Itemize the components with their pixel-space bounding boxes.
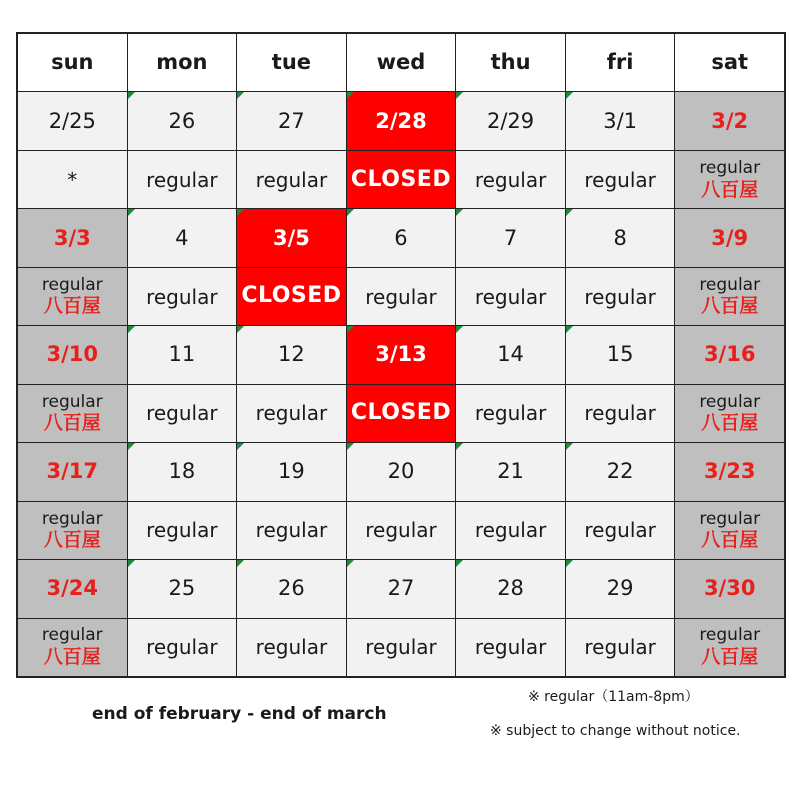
- status-label: regular: [146, 635, 218, 660]
- date-cell: [456, 560, 565, 617]
- shop-label: 八百屋: [43, 295, 101, 318]
- day-header-label: wed: [376, 50, 426, 75]
- schedule-calendar: [16, 32, 786, 678]
- status-label: regular: [255, 167, 328, 192]
- day-header-label: sun: [51, 50, 94, 75]
- date-label: 3/13: [375, 342, 427, 367]
- day-header-tue: [237, 34, 346, 91]
- shop-label: 八百屋: [43, 412, 101, 435]
- date-label: 3/9: [711, 225, 749, 250]
- shop-label: 八百屋: [701, 412, 759, 435]
- status-cell: [456, 385, 565, 442]
- date-cell: [237, 209, 346, 266]
- date-cell: [566, 560, 675, 617]
- status-cell: [566, 385, 675, 442]
- date-label: 27: [387, 576, 415, 601]
- status-label: regular: [584, 167, 656, 192]
- date-label: 7: [503, 225, 518, 250]
- day-header-thu: [456, 34, 565, 91]
- status-label: regular: [255, 635, 328, 660]
- status-cell: [456, 151, 565, 208]
- status-cell: [566, 502, 675, 559]
- date-label: 22: [606, 459, 634, 484]
- date-cell: [18, 443, 127, 500]
- status-cell: [128, 385, 237, 442]
- status-label: regular: [699, 508, 761, 529]
- date-label: 3/24: [46, 576, 99, 601]
- status-label: regular: [474, 167, 547, 192]
- status-cell: [18, 268, 127, 325]
- calendar-title: end of february - end of march: [92, 704, 387, 724]
- date-label: 25: [168, 576, 196, 601]
- date-label: 3/10: [46, 342, 99, 367]
- status-cell: [237, 151, 346, 208]
- status-label: regular: [365, 518, 437, 543]
- day-header-label: thu: [490, 50, 531, 75]
- date-cell: [237, 560, 346, 617]
- status-cell: [18, 502, 127, 559]
- status-cell: [18, 619, 127, 676]
- date-label: 3/17: [46, 459, 99, 484]
- date-label: 26: [168, 108, 196, 133]
- date-cell: [456, 92, 565, 149]
- date-cell: [347, 92, 456, 149]
- date-label: 2/25: [48, 108, 96, 133]
- day-header-label: fri: [606, 50, 634, 75]
- date-label: 27: [278, 108, 305, 133]
- day-header-sun: [18, 34, 127, 91]
- status-label: regular: [699, 391, 761, 412]
- shop-label: 八百屋: [701, 178, 759, 201]
- date-label: 15: [606, 342, 634, 367]
- shop-label: 八百屋: [43, 529, 101, 552]
- date-label: 11: [168, 342, 196, 367]
- status-cell: [347, 385, 456, 442]
- date-cell: [456, 443, 565, 500]
- status-label: regular: [474, 635, 547, 660]
- status-label: regular: [699, 157, 761, 178]
- date-cell: [18, 92, 127, 149]
- date-label: 29: [606, 576, 634, 601]
- date-cell: [347, 443, 456, 500]
- status-cell: [347, 268, 456, 325]
- date-label: 6: [394, 225, 408, 250]
- date-label: 3/5: [272, 225, 310, 250]
- status-label: CLOSED: [350, 166, 452, 192]
- status-label: regular: [41, 391, 103, 412]
- date-cell: [566, 209, 675, 266]
- status-label: regular: [474, 284, 547, 309]
- status-label: regular: [255, 518, 328, 543]
- change-notice: ※ subject to change without notice.: [490, 723, 741, 739]
- status-cell: [566, 151, 675, 208]
- status-cell: [237, 502, 346, 559]
- date-cell: [128, 560, 237, 617]
- date-label: 2/28: [375, 108, 427, 133]
- date-label: 12: [278, 342, 305, 367]
- day-header-label: sat: [711, 50, 749, 75]
- date-label: 8: [613, 225, 627, 250]
- date-cell: [128, 326, 237, 383]
- date-cell: [566, 326, 675, 383]
- status-label: regular: [584, 401, 656, 426]
- status-cell: [237, 385, 346, 442]
- shop-label: 八百屋: [43, 646, 101, 669]
- date-cell: [566, 92, 675, 149]
- date-label: 2/29: [486, 108, 535, 133]
- status-label: regular: [146, 518, 218, 543]
- status-cell: [675, 619, 784, 676]
- status-cell: [347, 502, 456, 559]
- date-label: 3/2: [711, 108, 749, 133]
- status-cell: [456, 502, 565, 559]
- status-label: regular: [474, 401, 547, 426]
- status-label: regular: [699, 625, 761, 646]
- status-cell: [675, 151, 784, 208]
- date-label: 3/16: [703, 342, 756, 367]
- status-cell: [566, 268, 675, 325]
- shop-label: 八百屋: [701, 646, 759, 669]
- status-label: CLOSED: [350, 400, 452, 426]
- date-cell: [675, 209, 784, 266]
- status-cell: [237, 268, 346, 325]
- status-label: regular: [365, 284, 437, 309]
- shop-label: 八百屋: [701, 295, 759, 318]
- status-label: regular: [584, 518, 656, 543]
- status-label: regular: [699, 274, 761, 295]
- status-label: regular: [584, 284, 656, 309]
- status-label: regular: [146, 167, 218, 192]
- day-header-label: mon: [156, 50, 208, 75]
- date-cell: [128, 443, 237, 500]
- date-cell: [18, 560, 127, 617]
- status-cell: [456, 619, 565, 676]
- status-cell: [128, 502, 237, 559]
- date-cell: [128, 92, 237, 149]
- date-cell: [18, 209, 127, 266]
- date-cell: [347, 560, 456, 617]
- date-cell: [456, 209, 565, 266]
- status-cell: [128, 619, 237, 676]
- date-label: 20: [387, 459, 415, 484]
- date-label: 3/23: [703, 459, 756, 484]
- status-cell: [128, 268, 237, 325]
- day-header-sat: [675, 34, 784, 91]
- status-label: regular: [41, 625, 103, 646]
- day-header-fri: [566, 34, 675, 91]
- status-label: regular: [584, 635, 656, 660]
- date-label: 26: [278, 576, 305, 601]
- status-cell: [18, 151, 127, 208]
- date-cell: [237, 443, 346, 500]
- hours-note: ※ regular（11am-8pm）: [528, 689, 699, 705]
- date-cell: [237, 326, 346, 383]
- date-label: 3/3: [53, 225, 91, 250]
- date-label: 3/30: [703, 576, 756, 601]
- status-cell: [128, 151, 237, 208]
- status-label: CLOSED: [241, 283, 342, 309]
- status-cell: [347, 151, 456, 208]
- status-cell: [237, 619, 346, 676]
- date-label: 21: [497, 459, 524, 484]
- date-cell: [237, 92, 346, 149]
- date-label: 18: [168, 459, 196, 484]
- status-label: regular: [365, 635, 437, 660]
- day-header-label: tue: [271, 50, 312, 75]
- status-label: *: [67, 167, 78, 192]
- status-cell: [347, 619, 456, 676]
- status-cell: [456, 268, 565, 325]
- status-cell: [675, 502, 784, 559]
- date-cell: [675, 326, 784, 383]
- status-cell: [18, 385, 127, 442]
- date-cell: [18, 326, 127, 383]
- status-cell: [675, 268, 784, 325]
- date-label: 4: [175, 225, 189, 250]
- status-label: regular: [146, 401, 218, 426]
- date-label: 28: [497, 576, 524, 601]
- status-label: regular: [41, 508, 103, 529]
- status-label: regular: [255, 401, 328, 426]
- date-cell: [675, 92, 784, 149]
- status-cell: [675, 385, 784, 442]
- date-cell: [566, 443, 675, 500]
- date-cell: [456, 326, 565, 383]
- date-cell: [347, 326, 456, 383]
- date-label: 14: [497, 342, 524, 367]
- shop-label: 八百屋: [701, 529, 759, 552]
- status-label: regular: [41, 274, 103, 295]
- day-header-wed: [347, 34, 456, 91]
- date-cell: [128, 209, 237, 266]
- date-cell: [675, 560, 784, 617]
- date-label: 19: [278, 459, 305, 484]
- status-cell: [566, 619, 675, 676]
- status-label: regular: [474, 518, 547, 543]
- day-header-mon: [128, 34, 237, 91]
- date-label: 3/1: [603, 108, 638, 133]
- status-label: regular: [146, 284, 218, 309]
- date-cell: [347, 209, 456, 266]
- date-cell: [675, 443, 784, 500]
